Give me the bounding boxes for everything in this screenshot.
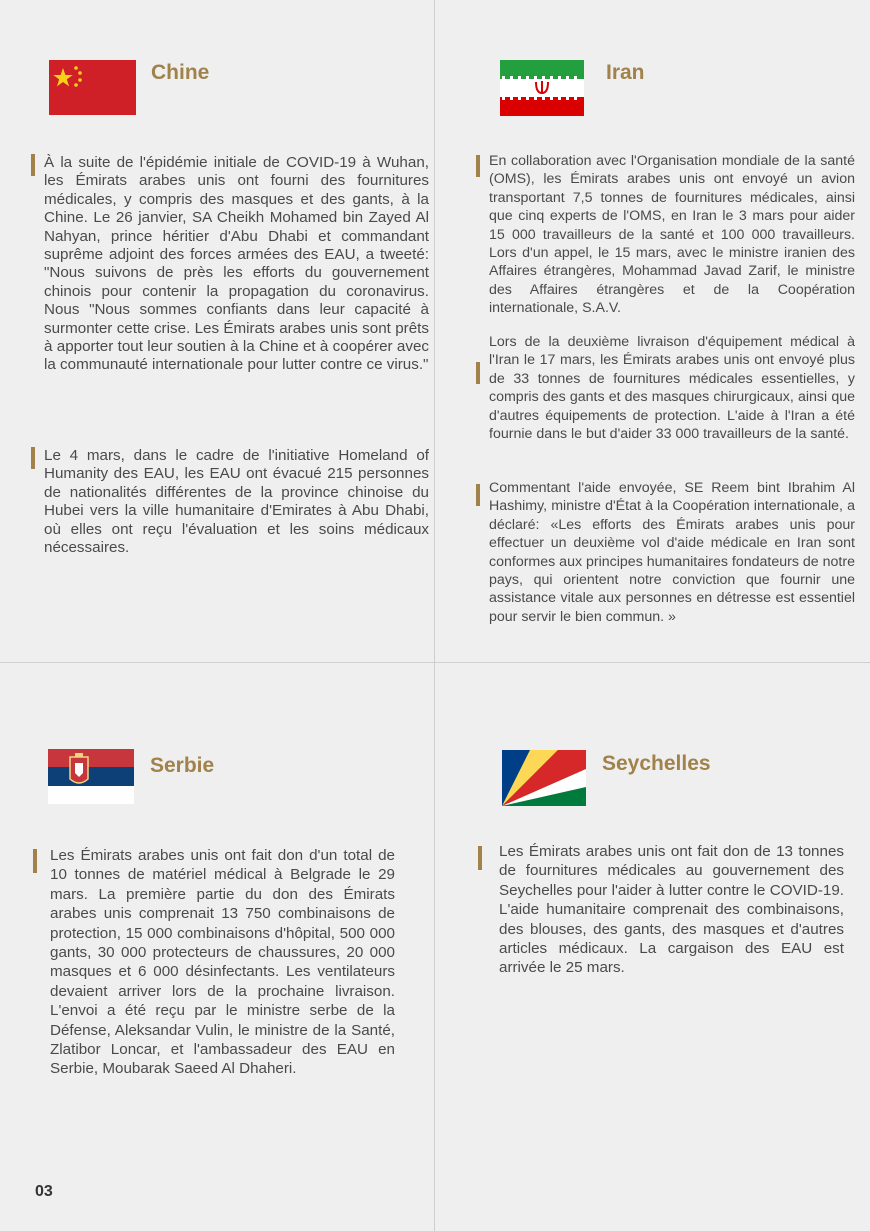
vertical-divider bbox=[434, 0, 435, 1231]
iran-title: Iran bbox=[606, 61, 645, 84]
chine-title: Chine bbox=[151, 61, 210, 84]
serbie-paragraph-1: Les Émirats arabes unis ont fait don d'un total de 10 tonnes de matériel médical à Belgrade le 29 mars. La première partie du don des Émirats arabes unis comprenait 13 750 combinaisons de protection, 15 000 combinaisons d'hôpital, 500 000 gants, 30 000 protecteurs de chaussures, 20 000 masques et 6 000 désinfectants. Les ventilateurs devaient arriver lors de la prochaine livraison. L'envoi a été reçu par le ministre serbe de la Défense, Aleksandar Vulin, le ministre de la Santé, Zlatibor Loncar, et l'ambassadeur des EAU en Serbie, Moubarak Saeed Al Dhaheri. bbox=[50, 847, 395, 1078]
iran-paragraph-3: Commentant l'aide envoyée, SE Reem bint Ibrahim Al Hashimy, ministre d'État à la Coopération internationale, a déclaré: «Les efforts des Émirats arabes unis pour effectuer un deuxième vol d'aide médicale en Iran sont conformes aux principes humanitaires fondateurs de notre pays, qui orientent notre conviction que fournir une assistance vitale aux personnes en détresse est essentiel pour servir le bien commun. » bbox=[489, 480, 855, 625]
paragraph-marker bbox=[31, 447, 35, 469]
paragraph-marker bbox=[33, 849, 37, 873]
iran-paragraph-1: En collaboration avec l'Organisation mondiale de la santé (OMS), les Émirats arabes unis ont envoyé un avion transportant 7,5 tonnes de fournitures médicales, ainsi que cinq experts de l'OMS, en Iran le 3 mars pour aider 15 000 travailleurs de la santé et 100 000 travailleurs. Lors d'un appel, le 15 mars, avec le ministre iranien des Affaires étrangères, Mohammad Javad Zarif, le ministre des Affaires étrangères et de la Coopération internationale, S.A.V. bbox=[489, 153, 855, 317]
serbia-flag-icon bbox=[48, 749, 134, 804]
iran-paragraph-2: Lors de la deuxième livraison d'équipement médical à l'Iran le 17 mars, les Émirats arabes unis ont envoyé plus de 33 tonnes de fournitures médicales essentielles, y compris des gants et des masques chirurgicaux, ainsi que d'autres équipements de protection. L'aide à l'Iran a été fournie dans le but d'aider 33 000 travailleurs de la santé. bbox=[489, 334, 855, 443]
seychelles-flag-icon bbox=[502, 750, 586, 806]
paragraph-marker bbox=[476, 155, 480, 177]
china-flag-icon bbox=[49, 60, 136, 115]
seychelles-title: Seychelles bbox=[602, 752, 711, 775]
iran-flag-icon bbox=[500, 60, 584, 116]
paragraph-marker bbox=[478, 846, 482, 870]
serbie-title: Serbie bbox=[150, 754, 215, 777]
page-number: 03 bbox=[35, 1183, 53, 1200]
paragraph-marker bbox=[476, 362, 480, 384]
chine-paragraph-1: À la suite de l'épidémie initiale de COVID-19 à Wuhan, les Émirats arabes unis ont fourni des fournitures médicales, y compris des masques et des gants, à la Chine. Le 26 janvier, SA Cheikh Mohamed bin Zayed Al Nahyan, prince héritier d'Abu Dhabi et commandant suprême adjoint des forces armées des EAU, a tweeté: "Nous suivons de près les efforts du gouvernement chinois pour contenir la propagation du coronavirus. Nous "Nous sommes confiants dans leur capacité à surmonter cette crise. Les Émirats arabes unis sont prêts à apporter tout leur soutien à la Chine et à coopérer avec la communauté internationale pour lutter contre ce virus." bbox=[44, 154, 429, 374]
chine-paragraph-2: Le 4 mars, dans le cadre de l'initiative Homeland of Humanity des EAU, les EAU ont évacué 215 personnes de nationalités différentes de la province chinoise du Hubei vers la ville humanitaire d'Emirates à Abu Dhabi, où elles ont reçu l'évaluation et les soins médicaux nécessaires. bbox=[44, 447, 429, 557]
seychelles-paragraph-1: Les Émirats arabes unis ont fait don de 13 tonnes de fournitures médicales au gouvernement des Seychelles pour l'aider à lutter contre le COVID-19. L'aide humanitaire comprenait des combinaisons, des blouses, des gants, des masques et d'autres articles médicaux. La cargaison des EAU est arrivée le 25 mars. bbox=[499, 843, 844, 977]
paragraph-marker bbox=[476, 484, 480, 506]
paragraph-marker bbox=[31, 154, 35, 176]
horizontal-divider bbox=[0, 662, 870, 663]
